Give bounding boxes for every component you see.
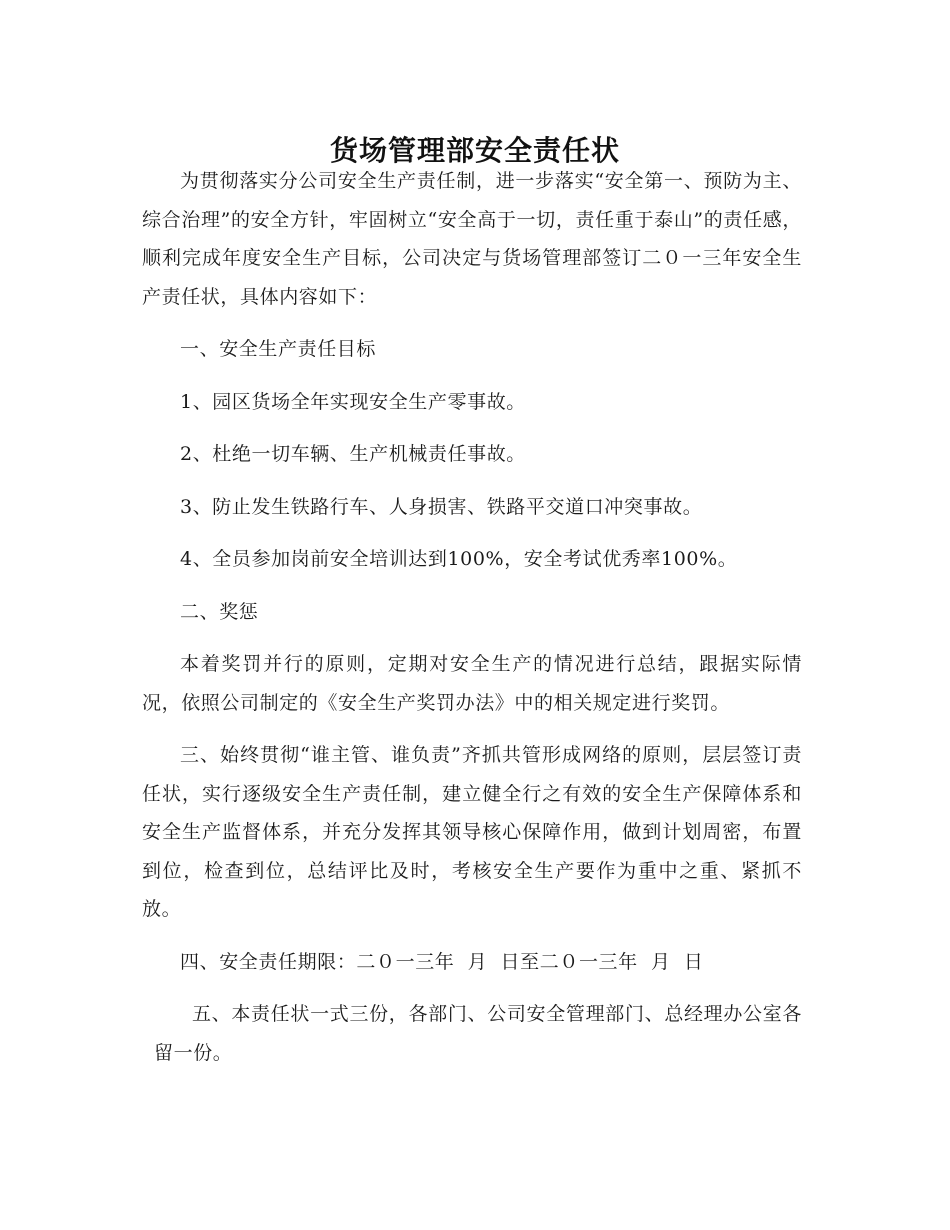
section2-paragraph: 本着奖罚并行的原则，定期对安全生产的情况进行总结，跟据实际情况，依照公司制定的《安全生产奖罚办法》中的相关规定进行奖罚。 — [142, 653, 802, 714]
intro-paragraph: 为贯彻落实分公司安全生产责任制，进一步落实“安全第一、预防为主、综合治理”的安全方针，牢固树立“安全高于一切，责任重于泰山”的责任感，顺利完成年度安全生产目标，公司决定与货场管理部签订二０一三年安全生产责任状，具体内容如下： — [142, 170, 802, 308]
section2-heading: 二、奖惩 — [180, 600, 259, 623]
section3-paragraph: 三、始终贯彻“谁主管、谁负责”齐抓共管形成网络的原则，层层签订责任状，实行逐级安全生产责任制，建立健全行之有效的安全生产保障体系和安全生产监督体系，并充分发挥其领导核心保障作用，做到计划周密，布置到位，检查到位，总结评比及时，考核安全生产要作为重中之重、紧抓不放。 — [142, 744, 802, 920]
document-body — [142, 162, 802, 1072]
section1-heading: 一、安全生产责任目标 — [180, 338, 377, 360]
goal-item-4: 4、全员参加岗前安全培训达到100%，安全考试优秀率100%。 — [180, 548, 738, 570]
goal-item-3: 3、防止发生铁路行车、人身损害、铁路平交道口冲突事故。 — [180, 495, 703, 518]
section5-paragraph: 五、本责任状一式三份，各部门、公司安全管理部门、总经理办公室各留一份。 — [154, 1003, 802, 1064]
document-title: 货场管理部安全责任状 — [329, 133, 620, 167]
goal-item-2: 2、杜绝一切车辆、生产机械责任事故。 — [180, 443, 526, 465]
goal-item-1: 1、园区货场全年实现安全生产零事故。 — [180, 390, 526, 413]
section4-paragraph: 四、安全责任期限：二０一三年 月 日至二０一三年 月 日 — [180, 950, 704, 973]
